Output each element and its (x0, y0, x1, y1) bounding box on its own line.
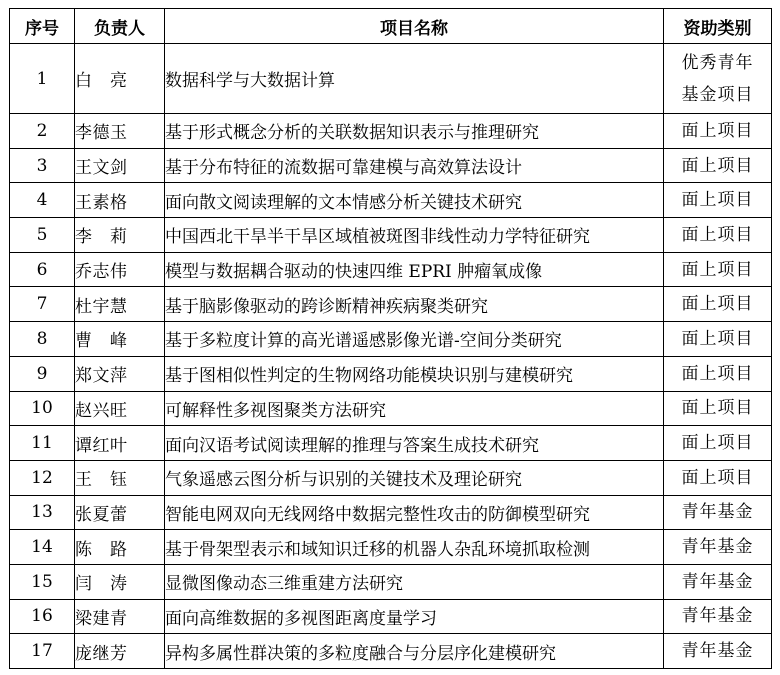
table-row (10, 599, 772, 634)
project-name-cell: 模型与数据耦合驱动的快速四维 EPRI 肿瘤氧成像 (165, 252, 664, 287)
lead-cell: 梁建青 (75, 599, 165, 634)
serial-number-cell: 8 (10, 322, 75, 357)
funding-type-cell (664, 322, 772, 357)
funding-type-cell (664, 356, 772, 391)
project-name-cell: 面向散文阅读理解的文本情感分析关键技术研究 (165, 183, 664, 218)
lead-cell: 陈 路 (75, 530, 165, 565)
funding-type-cell (664, 634, 772, 669)
funding-type-cell (664, 183, 772, 218)
table-body (10, 44, 772, 669)
serial-number-cell: 11 (10, 426, 75, 461)
serial-number-cell: 10 (10, 391, 75, 426)
project-name-cell: 显微图像动态三维重建方法研究 (165, 564, 664, 599)
funding-type-cell (664, 564, 772, 599)
table-row (10, 391, 772, 426)
funding-type-text: 青年基金 (681, 502, 754, 523)
header-row (10, 9, 772, 44)
funding-type-text: 基金项目 (681, 84, 754, 105)
lead-cell: 张夏蕾 (75, 495, 165, 530)
table-row (10, 44, 772, 114)
lead-cell: 王素格 (75, 183, 165, 218)
funding-type-text: 青年基金 (681, 641, 754, 662)
lead-cell: 杜宇慧 (75, 287, 165, 322)
funding-type-text: 青年基金 (681, 606, 754, 627)
table-row (10, 252, 772, 287)
funding-type-text: 面上项目 (681, 259, 754, 280)
project-name-cell: 基于形式概念分析的关联数据知识表示与推理研究 (165, 114, 664, 149)
table-row (10, 183, 772, 218)
funding-type-text: 面上项目 (681, 328, 754, 349)
funding-type-cell (664, 599, 772, 634)
project-name-cell: 智能电网双向无线网络中数据完整性攻击的防御模型研究 (165, 495, 664, 530)
table-row (10, 426, 772, 461)
project-name-cell: 数据科学与大数据计算 (165, 44, 664, 114)
funding-type-cell (664, 460, 772, 495)
funding-type-cell (664, 287, 772, 322)
funding-type-cell (664, 530, 772, 565)
lead-cell: 赵兴旺 (75, 391, 165, 426)
table-row (10, 564, 772, 599)
lead-cell: 李 莉 (75, 218, 165, 253)
funding-table (9, 8, 772, 669)
project-name-cell: 基于多粒度计算的高光谱遥感影像光谱-空间分类研究 (165, 322, 664, 357)
funding-type-cell (664, 114, 772, 149)
funding-type-text: 面上项目 (681, 190, 754, 211)
lead-cell: 郑文萍 (75, 356, 165, 391)
serial-number-cell: 3 (10, 148, 75, 183)
funding-type-text: 面上项目 (681, 294, 754, 315)
table-row (10, 356, 772, 391)
lead-cell: 王 钰 (75, 460, 165, 495)
project-name-cell: 基于脑影像驱动的跨诊断精神疾病聚类研究 (165, 287, 664, 322)
serial-number-cell: 7 (10, 287, 75, 322)
project-name-cell: 中国西北干旱半干旱区域植被斑图非线性动力学特征研究 (165, 218, 664, 253)
lead-cell: 白 亮 (75, 44, 165, 114)
table-row (10, 495, 772, 530)
funding-type-text: 面上项目 (681, 120, 754, 141)
serial-number-cell: 4 (10, 183, 75, 218)
serial-number-cell: 9 (10, 356, 75, 391)
funding-type-text: 面上项目 (681, 224, 754, 245)
table-row (10, 530, 772, 565)
funding-type-text: 优秀青年 (681, 52, 754, 73)
funding-type-text: 面上项目 (681, 155, 754, 176)
funding-type-text: 面上项目 (681, 433, 754, 454)
project-name-cell: 基于骨架型表示和域知识迁移的机器人杂乱环境抓取检测 (165, 530, 664, 565)
funding-type-text: 面上项目 (681, 398, 754, 419)
header-funding-type: 资助类别 (664, 9, 772, 44)
header-project-name: 项目名称 (165, 9, 664, 44)
header-lead: 负责人 (75, 9, 165, 44)
table-row (10, 322, 772, 357)
funding-type-cell (664, 252, 772, 287)
funding-type-text: 青年基金 (681, 537, 754, 558)
serial-number-cell: 17 (10, 634, 75, 669)
lead-cell: 谭红叶 (75, 426, 165, 461)
table-row (10, 148, 772, 183)
table-row (10, 460, 772, 495)
serial-number-cell: 1 (10, 44, 75, 114)
project-name-cell: 可解释性多视图聚类方法研究 (165, 391, 664, 426)
funding-type-cell (664, 148, 772, 183)
project-name-cell: 面向高维数据的多视图距离度量学习 (165, 599, 664, 634)
lead-cell: 庞继芳 (75, 634, 165, 669)
serial-number-cell: 15 (10, 564, 75, 599)
lead-cell: 曹 峰 (75, 322, 165, 357)
lead-cell: 王文剑 (75, 148, 165, 183)
project-name-cell: 异构多属性群决策的多粒度融合与分层序化建模研究 (165, 634, 664, 669)
lead-cell: 闫 涛 (75, 564, 165, 599)
table-row (10, 287, 772, 322)
funding-type-cell (664, 495, 772, 530)
serial-number-cell: 12 (10, 460, 75, 495)
funding-type-cell (664, 218, 772, 253)
serial-number-cell: 5 (10, 218, 75, 253)
funding-type-text: 面上项目 (681, 363, 754, 384)
table-row (10, 218, 772, 253)
funding-type-cell (664, 426, 772, 461)
lead-cell: 乔志伟 (75, 252, 165, 287)
project-name-cell: 气象遥感云图分析与识别的关键技术及理论研究 (165, 460, 664, 495)
header-serial-number: 序号 (10, 9, 75, 44)
serial-number-cell: 14 (10, 530, 75, 565)
serial-number-cell: 2 (10, 114, 75, 149)
serial-number-cell: 13 (10, 495, 75, 530)
project-name-cell: 面向汉语考试阅读理解的推理与答案生成技术研究 (165, 426, 664, 461)
funding-type-cell (664, 44, 772, 114)
table-row (10, 114, 772, 149)
funding-type-text: 面上项目 (681, 467, 754, 488)
lead-cell: 李德玉 (75, 114, 165, 149)
project-name-cell: 基于分布特征的流数据可靠建模与高效算法设计 (165, 148, 664, 183)
serial-number-cell: 6 (10, 252, 75, 287)
project-name-cell: 基于图相似性判定的生物网络功能模块识别与建模研究 (165, 356, 664, 391)
funding-type-cell (664, 391, 772, 426)
serial-number-cell: 16 (10, 599, 75, 634)
funding-type-text: 青年基金 (681, 571, 754, 592)
table-row (10, 634, 772, 669)
